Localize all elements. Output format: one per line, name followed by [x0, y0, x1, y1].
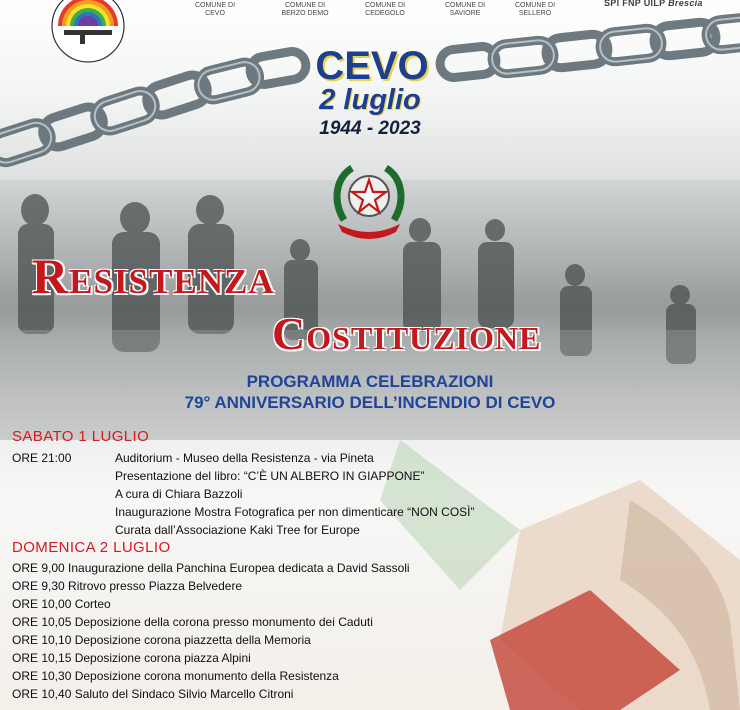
saturday-heading: SABATO 1 LUGLIO [12, 428, 150, 445]
subtitle-program: PROGRAMMA CELEBRAZIONI [246, 372, 494, 391]
unions-names: SPI FNP UILP [604, 0, 666, 8]
title-date: 2 luglio [319, 84, 421, 116]
comune-cevo: COMUNE DI CEVO [194, 2, 236, 17]
saturday-detail: Inaugurazione Mostra Fotografica per non dimenticare “NON COSÌ” [115, 505, 475, 519]
comune-sellero: COMUNE DI SELLERO [514, 2, 556, 17]
comune-saviore: COMUNE DI SAVIORE [444, 2, 486, 17]
title-years: 1944 - 2023 [319, 118, 421, 139]
subtitle-anniversary: 79° ANNIVERSARIO DELL’INCENDIO DI CEVO [184, 393, 556, 412]
sunday-item: ORE 10,05 Deposizione della corona presso monumento dei Caduti [12, 615, 373, 629]
saturday-time: ORE 21:00 [12, 451, 72, 465]
sunday-item: ORE 10,40 Saluto del Sindaco Silvio Marcello Citroni [12, 687, 294, 701]
sunday-item: ORE 9,30 Ritrovo presso Piazza Belvedere [12, 579, 243, 593]
sunday-item: ORE 9,00 Inaugurazione della Panchina Europea dedicata a David Sassoli [12, 561, 410, 575]
saturday-detail: Auditorium - Museo della Resistenza - via Pineta [115, 451, 374, 465]
headline-resistenza: Resistenza [32, 248, 275, 304]
saturday-detail: Presentazione del libro: “C’È UN ALBERO IN GIAPPONE” [115, 469, 425, 483]
sunday-item: ORE 10,10 Deposizione corona piazzetta della Memoria [12, 633, 311, 647]
hands-flag-background [380, 440, 740, 710]
title-place: CEVO [315, 44, 429, 88]
sunday-item: ORE 10,00 Corteo [12, 597, 111, 611]
unions-province: Brescia [668, 0, 703, 8]
sunday-item: ORE 10,30 Deposizione corona monumento della Resistenza [12, 669, 339, 683]
comune-berzo-demo: COMUNE DI BERZO DEMO [281, 2, 329, 17]
headline-costituzione: Costituzione [272, 308, 542, 359]
comune-cedegolo: COMUNE DI CEDEGOLO [364, 2, 406, 17]
sunday-item: ORE 10,15 Deposizione corona piazza Alpini [12, 651, 251, 665]
italian-republic-emblem [330, 160, 408, 242]
sunday-heading: DOMENICA 2 LUGLIO [12, 539, 171, 556]
saturday-detail: A cura di Chiara Bazzoli [115, 487, 243, 501]
saturday-detail: Curata dall’Associazione Kaki Tree for Europe [115, 523, 360, 537]
unions-logo-text [604, 0, 703, 8]
